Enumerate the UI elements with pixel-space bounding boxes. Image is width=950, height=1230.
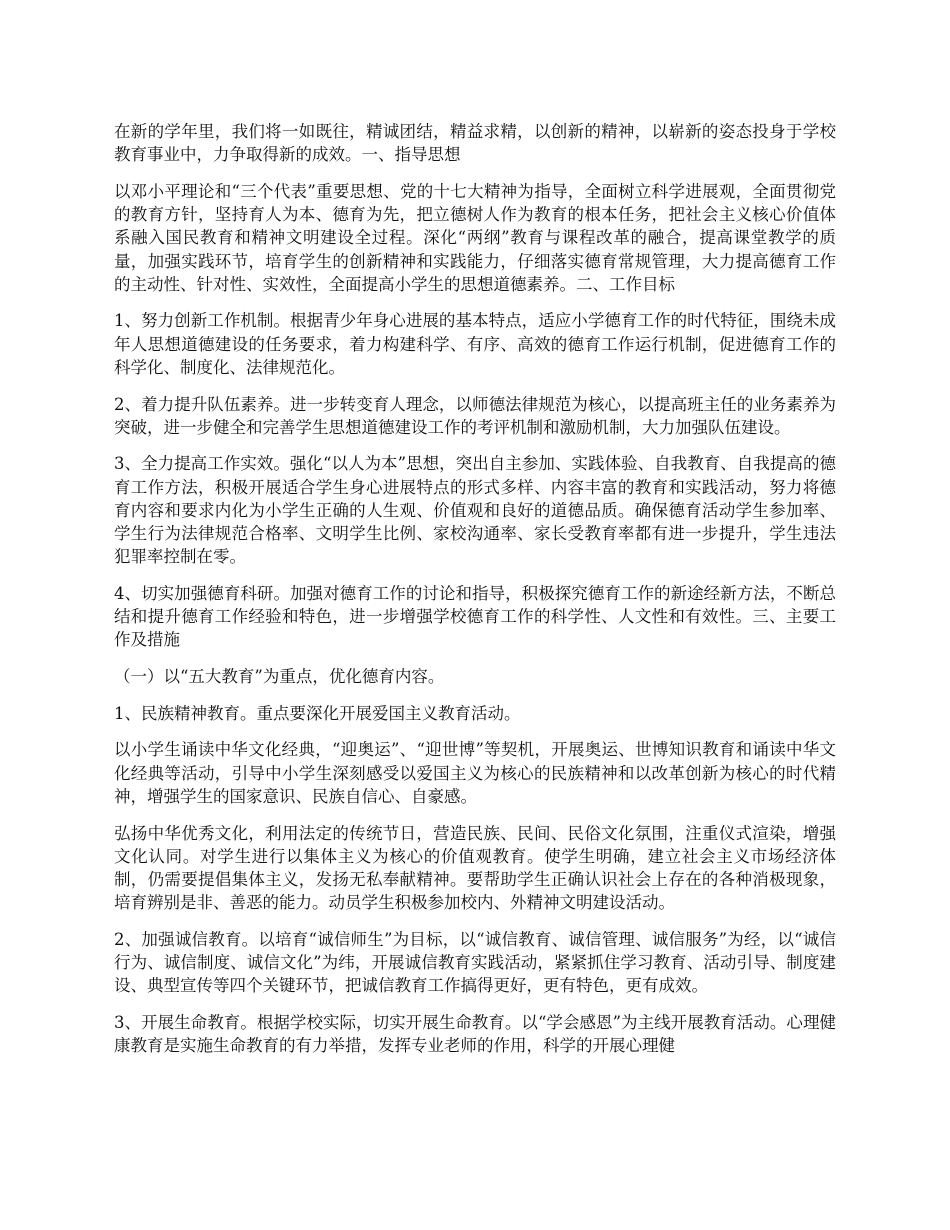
paragraph-guiding-thought: 以邓小平理论和“三个代表”重要思想、党的十七大精神为指导，全面树立科学进展观，全面贯彻党的教育方针，坚持育人为本、德育为先，把立德树人作为教育的根本任务，把社会主义核心价值体系融入国民教育和精神文明建设全过程。深化“两纲”教育与课程改革的融合，提高课堂教学的质量，加强实践环节，培育学生的创新精神和实践能力，仔细落实德育常规管理，大力提高德育工作的主动性、针对性、实效性，全面提高小学生的思想道德素养。二、工作目标 bbox=[114, 181, 836, 294]
paragraph-goal-3: 3、全力提高工作实效。强化“以人为本”思想，突出自主参加、实践体验、自我教育、自我提高的德育工作方法，积极开展适合学生身心进展特点的形式多样、内容丰富的教育和实践活动，努力将德育内容和要求内化为小学生正确的人生观、价值观和良好的道德品质。确保德育活动学生参加率、学生行为法律规范合格率、文明学生比例、家校沟通率、家长受教育率都有进一步提升，学生违法犯罪率控制在零。 bbox=[114, 454, 836, 567]
paragraph-goal-2: 2、着力提升队伍素养。进一步转变育人理念，以师德法律规范为核心，以提高班主任的业务素养为突破，进一步健全和完善学生思想道德建设工作的考评机制和激励机制，大力加强队伍建设。 bbox=[114, 394, 836, 437]
paragraph-culture: 弘扬中华优秀文化，利用法定的传统节日，营造民族、民间、民俗文化氛围，注重仪式渲染，增强文化认同。对学生进行以集体主义为核心的价值观教育。使学生明确，建立社会主义市场经济体制，仍需要提倡集体主义，发扬无私奉献精神。要帮助学生正确认识社会上存在的各种消极现象，培育辨别是非、善恶的能力。动员学生积极参加校内、外精神文明建设活动。 bbox=[114, 823, 836, 913]
paragraph-section-heading: （一）以“五大教育”为重点，优化德育内容。 bbox=[114, 667, 445, 687]
paragraph-goal-1: 1、努力创新工作机制。根据青少年身心进展的基本特点，适应小学德育工作的时代特征，围绕未成年人思想道德建设的任务要求，着力构建科学、有序、高效的德育工作运行机制，促进德育工作的科学化、制度化、法律规范化。 bbox=[114, 311, 836, 377]
paragraph-intro: 在新的学年里，我们将一如既往，精诚团结，精益求精，以创新的精神，以崭新的姿态投身于学校教育事业中，力争取得新的成效。一、指导思想 bbox=[114, 122, 836, 165]
paragraph-integrity: 2、加强诚信教育。以培育“诚信师生”为目标，以“诚信教育、诚信管理、诚信服务”为经，以“诚信行为、诚信制度、诚信文化”为纬，开展诚信教育实践活动，紧紧抓住学习教育、活动引导、制度建设、典型宣传等四个关键环节，把诚信教育工作搞得更好，更有特色，更有成效。 bbox=[114, 929, 836, 996]
paragraph-classics-reading: 以小学生诵读中华文化经典，“迎奥运”、“迎世博”等契机，开展奥运、世博知识教育和诵读中华文化经典等活动，引导中小学生深刻感受以爱国主义为核心的民族精神和以改革创新为核心的时代精神，增强学生的国家意识、民族自信心、自豪感。 bbox=[114, 740, 836, 806]
paragraph-goal-4: 4、切实加强德育科研。加强对德育工作的讨论和指导，积极探究德育工作的新途经新方法，不断总结和提升德育工作经验和特色，进一步增强学校德育工作的科学性、人文性和有效性。三、主要工作及措施 bbox=[114, 583, 836, 650]
paragraph-life-education: 3、开展生命教育。根据学校实际，切实开展生命教育。以“学会感恩”为主线开展教育活动。心理健康教育是实施生命教育的有力举措，发挥专业老师的作用，科学的开展心理健 bbox=[114, 1013, 836, 1056]
document-body bbox=[114, 120, 836, 1071]
paragraph-national-spirit: 1、民族精神教育。重点要深化开展爱国主义教育活动。 bbox=[114, 703, 521, 723]
